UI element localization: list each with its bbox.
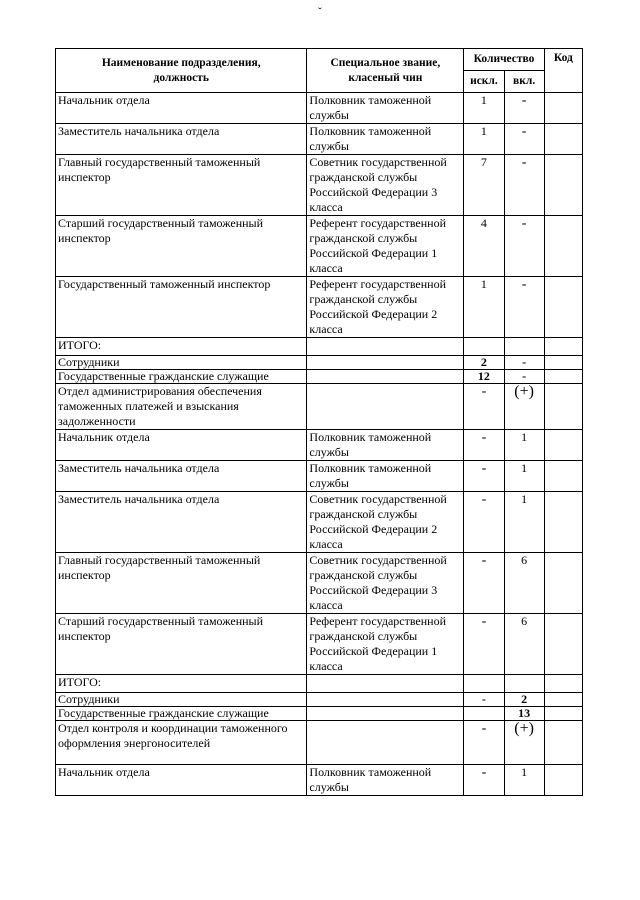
excluded-count: 7 (464, 155, 504, 216)
sum-row (56, 693, 583, 707)
code-cell (544, 492, 582, 553)
position-name: Старший государственный таможенный инспектор (56, 614, 307, 675)
included-count: 1 (504, 461, 544, 492)
code-cell (544, 277, 582, 338)
position-name: Главный государственный таможенный инспектор (56, 155, 307, 216)
total-label: ИТОГО: (56, 675, 307, 693)
included-count: 6 (504, 553, 544, 614)
rank: Полковник таможенной службы (307, 124, 464, 155)
code-cell (544, 93, 582, 124)
rank: Советник государственной гражданской службы Российской Федерации 3 класса (307, 553, 464, 614)
position-name: Государственный таможенный инспектор (56, 277, 307, 338)
section-row (56, 721, 583, 765)
header-unit-position: Наименование подразделения, должность (56, 49, 307, 93)
included-count: 2 (504, 693, 544, 707)
header-quantity: Количество (464, 49, 544, 71)
included-count: - (504, 124, 544, 155)
code-cell (544, 765, 582, 796)
sum-label: Сотрудники (56, 693, 307, 707)
excluded-count: - (464, 765, 504, 796)
included-count: 1 (504, 492, 544, 553)
included-count: - (504, 356, 544, 370)
table-row (56, 765, 583, 796)
excluded-count: - (464, 384, 504, 430)
table-row (56, 461, 583, 492)
position-name: Начальник отдела (56, 93, 307, 124)
sum-row (56, 356, 583, 370)
page-mark: ˇ (318, 6, 322, 18)
excluded-count: - (464, 461, 504, 492)
excluded-count: - (464, 492, 504, 553)
included-count: 6 (504, 614, 544, 675)
staff-table-body (56, 93, 583, 796)
included-count: - (504, 277, 544, 338)
header-included: вкл. (504, 71, 544, 93)
code-cell (544, 216, 582, 277)
position-name: Начальник отдела (56, 430, 307, 461)
excluded-count: - (464, 693, 504, 707)
sum-label: Сотрудники (56, 356, 307, 370)
position-name: Главный государственный таможенный инспектор (56, 553, 307, 614)
included-count: (+) (504, 384, 544, 430)
code-cell (544, 553, 582, 614)
section-row (56, 384, 583, 430)
table-row (56, 553, 583, 614)
included-count: - (504, 93, 544, 124)
sum-label: Государственные гражданские служащие (56, 707, 307, 721)
included-count: 1 (504, 430, 544, 461)
section-title: Отдел администрирования обеспечения таможенных платежей и взыскания задолженности (56, 384, 307, 430)
excluded-count: 1 (464, 277, 504, 338)
table-row (56, 430, 583, 461)
position-name: Начальник отдела (56, 765, 307, 796)
sum-row (56, 707, 583, 721)
excluded-count: 2 (464, 356, 504, 370)
table-row (56, 614, 583, 675)
rank: Полковник таможенной службы (307, 765, 464, 796)
total-row (56, 338, 583, 356)
total-row (56, 675, 583, 693)
header-code: Код (544, 49, 582, 93)
included-count: - (504, 216, 544, 277)
sum-row (56, 370, 583, 384)
excluded-count: 1 (464, 124, 504, 155)
excluded-count: 1 (464, 93, 504, 124)
rank: Референт государственной гражданской службы Российской Федерации 1 класса (307, 614, 464, 675)
rank: Полковник таможенной службы (307, 461, 464, 492)
table-row (56, 492, 583, 553)
sum-label: Государственные гражданские служащие (56, 370, 307, 384)
position-name: Заместитель начальника отдела (56, 461, 307, 492)
table-row (56, 155, 583, 216)
rank: Полковник таможенной службы (307, 93, 464, 124)
excluded-count: 4 (464, 216, 504, 277)
rank: Референт государственной гражданской службы Российской Федерации 1 класса (307, 216, 464, 277)
excluded-count: - (464, 430, 504, 461)
table-row (56, 124, 583, 155)
excluded-count: - (464, 721, 504, 765)
code-cell (544, 430, 582, 461)
excluded-count: - (464, 553, 504, 614)
header-excluded: искл. (464, 71, 504, 93)
code-cell (544, 124, 582, 155)
code-cell (544, 461, 582, 492)
rank: Советник государственной гражданской службы Российской Федерации 3 класса (307, 155, 464, 216)
rank: Полковник таможенной службы (307, 430, 464, 461)
position-name: Старший государственный таможенный инспектор (56, 216, 307, 277)
included-count: - (504, 370, 544, 384)
header-rank: Специальное звание, класеный чин (307, 49, 464, 93)
included-count: 13 (504, 707, 544, 721)
table-row (56, 216, 583, 277)
code-cell (544, 614, 582, 675)
position-name: Заместитель начальника отдела (56, 492, 307, 553)
rank: Референт государственной гражданской службы Российской Федерации 2 класса (307, 277, 464, 338)
included-count: - (504, 155, 544, 216)
included-count: (+) (504, 721, 544, 765)
staff-table (55, 48, 583, 796)
total-label: ИТОГО: (56, 338, 307, 356)
excluded-count: - (464, 614, 504, 675)
rank: Советник государственной гражданской службы Российской Федерации 2 класса (307, 492, 464, 553)
excluded-count: 12 (464, 370, 504, 384)
code-cell (544, 155, 582, 216)
position-name: Заместитель начальника отдела (56, 124, 307, 155)
table-row (56, 277, 583, 338)
table-row (56, 93, 583, 124)
excluded-count (464, 707, 504, 721)
section-title: Отдел контроля и координации таможенного оформления энергоносителей (56, 721, 307, 765)
included-count: 1 (504, 765, 544, 796)
